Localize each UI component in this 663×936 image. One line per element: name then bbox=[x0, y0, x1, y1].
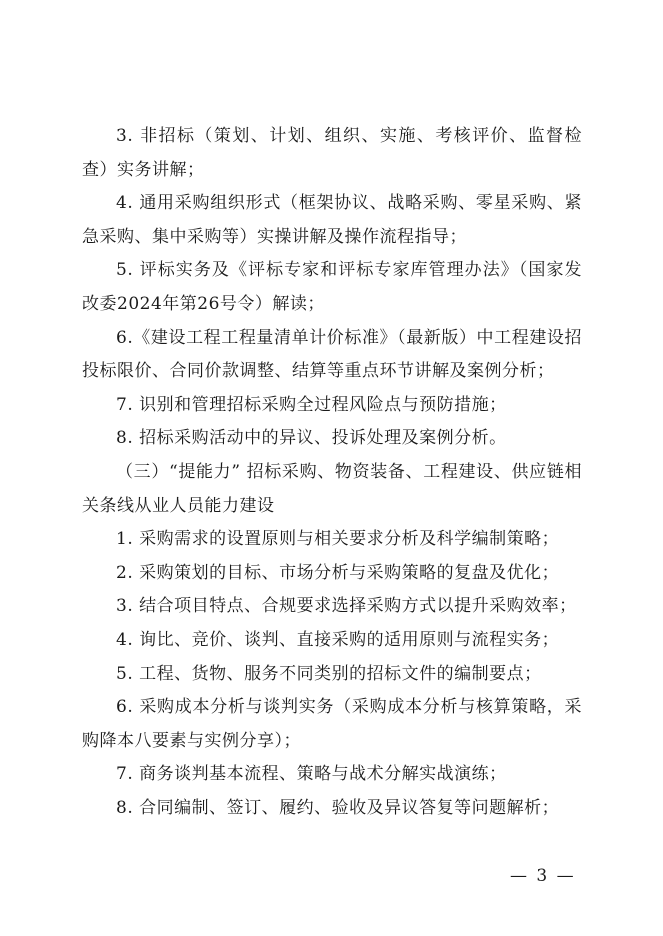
body-text bbox=[82, 120, 582, 825]
page-number: — 3 — bbox=[510, 866, 576, 886]
list-item-8: 8. 合同编制、签订、履约、验收及异议答复等问题解析； bbox=[116, 797, 560, 818]
paragraph-item-6: 6.《建设工程工程量清单计价标准》（最新版）中工程建设招投标限价、合同价款调整、结算等重点环节讲解及案例分析； bbox=[82, 327, 582, 382]
list-item-5: 5. 工程、货物、服务不同类别的招标文件的编制要点； bbox=[116, 663, 542, 684]
list-item-1: 1. 采购需求的设置原则与相关要求分析及科学编制策略； bbox=[116, 529, 560, 550]
paragraph-item-8: 8. 招标采购活动中的异议、投诉处理及案例分析。 bbox=[116, 428, 507, 449]
list-item-7: 7. 商务谈判基本流程、策略与战术分解实战演练； bbox=[116, 764, 507, 785]
paragraph-item-3: 3. 非招标（策划、计划、组织、实施、考核评价、监督检查）实务讲解； bbox=[82, 126, 582, 180]
list-item-6: 6. 采购成本分析与谈判实务（采购成本分析与核算策略，采购降本八要素与实例分享）； bbox=[82, 697, 582, 751]
section-heading: （三）“提能力” 招标采购、物资装备、工程建设、供应链相关条线从业人员能力建设 bbox=[82, 461, 582, 516]
paragraph-item-7: 7. 识别和管理招标采购全过程风险点与预防措施； bbox=[116, 394, 507, 415]
list-item-3: 3. 结合项目特点、合规要求选择采购方式以提升采购效率； bbox=[116, 596, 577, 617]
paragraph-item-5: 5. 评标实务及《评标专家和评标专家库管理办法》（国家发改委2024年第26号令）解读； bbox=[82, 260, 582, 314]
list-item-4: 4. 询比、竞价、谈判、直接采购的适用原则与流程实务； bbox=[116, 629, 560, 650]
paragraph-item-4: 4. 通用采购组织形式（框架协议、战略采购、零星采购、紧急采购、集中采购等）实操讲解及操作流程指导； bbox=[82, 193, 582, 247]
list-item-2: 2. 采购策划的目标、市场分析与采购策略的复盘及优化； bbox=[116, 562, 560, 583]
